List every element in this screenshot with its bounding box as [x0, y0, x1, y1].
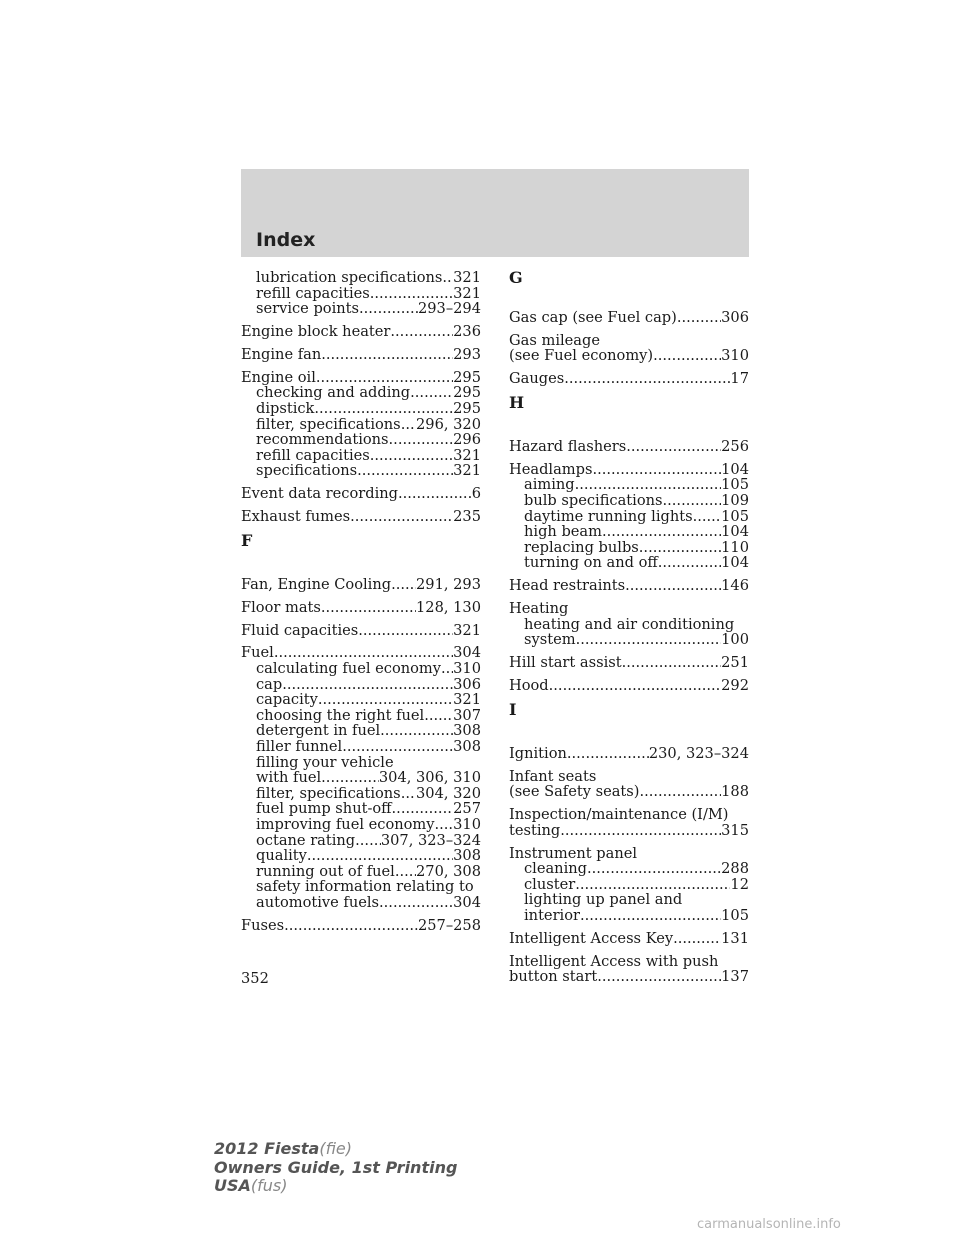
dot-leader: [355, 833, 381, 849]
page-title: Index: [256, 229, 316, 251]
entry-text: Heating: [509, 601, 569, 617]
dot-leader: [274, 645, 453, 661]
index-subentry-line: [509, 632, 749, 648]
dot-leader: [549, 678, 721, 694]
entry-page-ref: 310: [453, 817, 481, 833]
index-subentry-line: [241, 786, 481, 802]
entry-text: Engine fan: [241, 346, 322, 363]
index-subentry-line: [241, 739, 481, 755]
entry-page-ref: 304: [453, 645, 481, 662]
index-entry-line: [509, 462, 749, 478]
index-letter-heading: G: [509, 268, 523, 287]
entry-page-ref: 293–294: [417, 301, 481, 317]
index-entry-line: [241, 600, 481, 616]
entry-page-ref: 321: [453, 692, 481, 708]
index-entry: [241, 645, 481, 910]
dot-leader: [567, 746, 649, 762]
footer-market: USA: [214, 1176, 251, 1195]
dot-leader: [410, 385, 453, 401]
index-entry-line: [509, 439, 749, 455]
dot-leader: [370, 286, 453, 302]
entry-text: replacing bulbs: [524, 539, 639, 556]
index-subentry-line: [509, 540, 749, 556]
index-entry-line: [241, 347, 481, 363]
index-entry: [509, 655, 749, 671]
index-column-right: [509, 270, 749, 992]
index-subentry-line: [241, 708, 481, 724]
entry-page-ref: 270, 308: [416, 863, 481, 880]
dot-leader: [626, 439, 721, 455]
entry-text: capacity: [256, 692, 318, 708]
index-entry-line: [509, 678, 749, 694]
index-entry: [509, 678, 749, 694]
entry-text: automotive fuels: [256, 894, 380, 911]
index-entry: [241, 509, 481, 525]
entry-text: Event data recording: [241, 486, 398, 502]
index-subentry-line: [509, 877, 749, 893]
entry-page-ref: 295: [453, 385, 481, 402]
dot-leader: [693, 509, 722, 525]
index-entry: [241, 270, 481, 317]
entry-page-ref: 296: [453, 432, 481, 448]
entry-text: lighting up panel and: [524, 892, 683, 908]
entry-text: filter, specifications: [256, 785, 401, 802]
entry-text: Gas mileage: [509, 332, 600, 349]
entry-page-ref: 293: [453, 346, 481, 363]
index-subentry-line: [509, 555, 749, 571]
entry-page-ref: 308: [453, 848, 481, 864]
index-entry-line: [241, 370, 481, 386]
entry-page-ref: 308: [453, 739, 481, 755]
index-subentry-line: [509, 908, 749, 924]
entry-text: Instrument panel: [509, 845, 638, 862]
entry-page-ref: 6: [471, 486, 481, 502]
footer-line-market: [214, 1177, 457, 1196]
dot-leader: [653, 348, 721, 364]
index-subentry-line: [241, 833, 481, 849]
entry-page-ref: 257–258: [417, 917, 481, 934]
entry-text: Gauges: [509, 371, 565, 387]
index-entry: [509, 371, 749, 387]
entry-text: safety information relating to: [256, 879, 474, 895]
dot-leader: [359, 301, 418, 317]
entry-text: filling your vehicle: [256, 754, 394, 771]
entry-text: refill capacities: [256, 285, 370, 302]
entry-text: Floor mats: [241, 599, 321, 616]
entry-text: cleaning: [524, 861, 587, 877]
index-subentry-line: [241, 286, 481, 302]
index-entry: [509, 807, 749, 838]
index-entry-line: [509, 769, 749, 785]
entry-text: Engine oil: [241, 369, 316, 386]
entry-text: refill capacities: [256, 447, 370, 464]
entry-page-ref: 304: [453, 894, 481, 911]
entry-text: Hood: [509, 678, 549, 694]
dot-leader: [350, 509, 453, 525]
dot-leader: [575, 877, 730, 893]
index-entry: [241, 370, 481, 479]
dot-leader: [390, 324, 453, 340]
index-subentry-line: [241, 417, 481, 433]
dot-leader: [622, 655, 722, 671]
entry-page-ref: 137: [721, 969, 749, 985]
index-letter-heading: F: [241, 530, 253, 550]
index-entry-line: [509, 969, 749, 985]
dot-leader: [314, 401, 453, 417]
index-entry-line: [241, 645, 481, 661]
entry-page-ref: 291, 293: [416, 576, 481, 593]
index-entry: [241, 600, 481, 616]
index-subentry-line: [241, 879, 481, 895]
index-subentry-line: [241, 848, 481, 864]
entry-text: service points: [256, 301, 360, 317]
dot-leader: [677, 310, 721, 326]
entry-text: (see Fuel economy): [509, 348, 654, 365]
dot-leader: [580, 908, 721, 924]
entry-text: aiming: [524, 477, 575, 494]
entry-page-ref: 306: [453, 676, 481, 693]
index-entry-line: [509, 846, 749, 862]
dot-leader: [424, 708, 453, 724]
index-entry: [509, 846, 749, 924]
dot-leader: [441, 661, 453, 677]
index-subentry-line: [241, 755, 481, 771]
index-entry: [241, 324, 481, 340]
index-subentry-line: [509, 524, 749, 540]
entry-page-ref: 304, 306, 310: [378, 770, 481, 786]
entry-text: fuel pump shut-off: [256, 801, 392, 817]
entry-text: heating and air conditioning: [524, 616, 735, 633]
index-entry: [241, 486, 481, 502]
dot-leader: [318, 692, 453, 708]
index-entry-line: [509, 310, 749, 326]
dot-leader: [284, 918, 418, 934]
entry-text: testing: [509, 822, 561, 839]
entry-page-ref: 310: [721, 348, 749, 365]
index-entry-line: [509, 348, 749, 364]
entry-page-ref: 310: [453, 661, 481, 677]
entry-text: interior: [524, 908, 580, 924]
dot-leader: [597, 969, 721, 985]
entry-page-ref: 104: [721, 461, 749, 478]
index-entry-line: [509, 655, 749, 671]
dot-leader: [321, 347, 453, 363]
entry-text: recommendations: [256, 432, 389, 448]
entry-page-ref: 17: [730, 371, 749, 387]
entry-text: Intelligent Access Key: [509, 930, 674, 947]
index-entry-line: [509, 578, 749, 594]
index-subentry-line: [241, 401, 481, 417]
page-number: 352: [241, 970, 269, 987]
entry-page-ref: 306: [721, 310, 749, 326]
entry-page-ref: 307, 323–324: [380, 832, 481, 849]
dot-leader: [401, 786, 416, 802]
entry-page-ref: 315: [721, 822, 749, 839]
entry-page-ref: 110: [721, 539, 749, 556]
index-subentry-line: [241, 661, 481, 677]
footer-line-guide: Owners Guide, 1st Printing: [214, 1157, 458, 1177]
index-entry-line: [509, 931, 749, 947]
dot-leader: [395, 864, 416, 880]
index-entry-line: [509, 371, 749, 387]
entry-page-ref: 307: [453, 707, 481, 724]
watermark: carmanualsonline.info: [697, 1217, 841, 1232]
entry-page-ref: 257: [453, 801, 481, 817]
dot-leader: [602, 524, 721, 540]
entry-text: Exhaust fumes: [241, 509, 351, 525]
index-subentry-line: [241, 463, 481, 479]
index-subentry-line: [241, 770, 481, 786]
entry-text: Fuel: [241, 645, 274, 662]
entry-page-ref: 105: [721, 477, 749, 494]
index-subentry-line: [241, 817, 481, 833]
index-entry-line: [509, 954, 749, 970]
dot-leader: [342, 739, 453, 755]
index-entry-line: [509, 601, 749, 617]
index-entry-line: [241, 509, 481, 525]
index-column-left: [241, 270, 481, 941]
dot-leader: [435, 817, 454, 833]
dot-leader: [389, 432, 454, 448]
dot-leader: [391, 577, 416, 593]
index-entry: [509, 954, 749, 985]
entry-text: Head restraints: [509, 578, 626, 594]
entry-page-ref: 230, 323–324: [648, 745, 749, 762]
index-entry-line: [509, 333, 749, 349]
entry-text: system: [524, 632, 576, 648]
dot-leader: [398, 486, 472, 502]
entry-page-ref: 321: [453, 285, 481, 302]
index-entry-line: [509, 784, 749, 800]
footer-model-code: (fie): [319, 1139, 353, 1158]
index-entry: [509, 462, 749, 571]
entry-text: Inspection/maintenance (I/M): [509, 807, 729, 823]
entry-text: Gas cap (see Fuel cap): [509, 310, 677, 326]
entry-page-ref: 304, 320: [416, 785, 481, 802]
index-entry-line: [509, 807, 749, 823]
dot-leader: [358, 623, 453, 639]
index-subentry-line: [509, 861, 749, 877]
entry-text: cluster: [524, 876, 576, 893]
index-entry-line: [241, 623, 481, 639]
entry-page-ref: 146: [721, 578, 749, 594]
entry-text: octane rating: [256, 832, 356, 849]
index-subentry-line: [241, 801, 481, 817]
dot-leader: [380, 723, 453, 739]
index-entry: [509, 439, 749, 455]
index-subentry-line: [241, 270, 481, 286]
entry-text: Headlamps: [509, 461, 593, 478]
index-entry: [509, 333, 749, 364]
index-subentry-line: [241, 385, 481, 401]
dot-leader: [673, 931, 721, 947]
entry-page-ref: 128, 130: [416, 599, 481, 616]
entry-text: Infant seats: [509, 768, 597, 785]
dot-leader: [321, 600, 416, 616]
dot-leader: [442, 270, 453, 286]
entry-page-ref: 235: [453, 509, 481, 525]
entry-page-ref: 12: [730, 876, 749, 893]
index-subentry-line: [241, 301, 481, 317]
entry-text: Hazard flashers: [509, 438, 627, 455]
entry-text: filler funnel: [256, 739, 343, 755]
dot-leader: [316, 370, 453, 386]
entry-text: filter, specifications: [256, 416, 401, 433]
entry-page-ref: 321: [453, 622, 481, 639]
entry-text: quality: [256, 848, 307, 864]
dot-leader: [401, 417, 416, 433]
entry-page-ref: 104: [721, 524, 749, 540]
entry-page-ref: 256: [721, 438, 749, 455]
entry-text: Fan, Engine Cooling: [241, 576, 392, 593]
index-subentry-line: [509, 617, 749, 633]
entry-page-ref: 131: [721, 930, 749, 947]
entry-text: specifications: [256, 463, 358, 480]
entry-text: Hill start assist: [509, 655, 622, 671]
footer-model: 2012 Fiesta: [214, 1139, 320, 1158]
entry-text: dipstick: [256, 401, 315, 417]
index-entry-line: [509, 746, 749, 762]
index-entry: [241, 577, 481, 593]
entry-text: with fuel: [256, 770, 322, 786]
entry-text: Engine block heater: [241, 324, 391, 340]
index-entry: [509, 601, 749, 648]
index-entry: [509, 310, 749, 326]
entry-page-ref: 292: [721, 678, 749, 694]
index-subentry-line: [241, 723, 481, 739]
entry-text: calculating fuel economy: [256, 661, 442, 677]
index-subentry-line: [241, 864, 481, 880]
dot-leader: [587, 861, 721, 877]
index-subentry-line: [241, 432, 481, 448]
dot-leader: [370, 448, 453, 464]
entry-page-ref: 105: [721, 908, 749, 924]
index-subentry-line: [509, 493, 749, 509]
dot-leader: [392, 801, 454, 817]
dot-leader: [663, 493, 722, 509]
entry-text: improving fuel economy: [256, 817, 435, 833]
entry-page-ref: 296, 320: [416, 416, 481, 433]
entry-text: button start: [509, 969, 598, 985]
dot-leader: [307, 848, 453, 864]
index-entry: [241, 347, 481, 363]
index-entry: [509, 769, 749, 800]
entry-page-ref: 321: [453, 447, 481, 464]
entry-page-ref: 321: [453, 463, 481, 480]
footer-market-code: (fus): [250, 1176, 288, 1195]
entry-page-ref: 188: [721, 784, 749, 800]
dot-leader: [564, 371, 730, 387]
index-entry-line: [241, 324, 481, 340]
dot-leader: [639, 784, 721, 800]
dot-leader: [639, 540, 721, 556]
index-entry-line: [241, 577, 481, 593]
entry-page-ref: 321: [453, 270, 481, 286]
entry-page-ref: 105: [721, 508, 749, 525]
index-entry: [509, 931, 749, 947]
dot-leader: [658, 555, 721, 571]
index-subentry-line: [241, 448, 481, 464]
dot-leader: [576, 632, 722, 648]
entry-page-ref: 288: [721, 861, 749, 877]
entry-text: Intelligent Access with push: [509, 953, 719, 970]
entry-text: bulb specifications: [524, 493, 663, 509]
dot-leader: [575, 477, 722, 493]
index-entry: [241, 918, 481, 934]
index-subentry-line: [509, 477, 749, 493]
index-subentry-line: [241, 895, 481, 911]
dot-leader: [592, 462, 721, 478]
entry-page-ref: 295: [453, 401, 481, 417]
entry-text: (see Safety seats): [509, 784, 640, 800]
dot-leader: [357, 463, 453, 479]
entry-text: Ignition: [509, 745, 567, 762]
index-entry-line: [241, 486, 481, 502]
footer-line-model: [214, 1140, 457, 1159]
index-letter-heading: H: [509, 392, 525, 412]
index-subentry-line: [509, 509, 749, 525]
entry-text: checking and adding: [256, 385, 411, 402]
dot-leader: [625, 578, 721, 594]
index-entry-line: [509, 823, 749, 839]
index-entry-line: [241, 918, 481, 934]
index-letter-heading: I: [509, 699, 517, 719]
index-entry: [509, 746, 749, 762]
entry-text: high beam: [524, 524, 602, 540]
entry-page-ref: 109: [721, 493, 749, 509]
entry-text: Fluid capacities: [241, 622, 359, 639]
entry-text: lubrication specifications: [256, 270, 443, 286]
dot-leader: [379, 895, 453, 911]
entry-page-ref: 236: [453, 324, 481, 340]
entry-text: cap: [256, 676, 283, 693]
index-subentry-line: [241, 692, 481, 708]
header-band: [241, 169, 749, 257]
dot-leader: [321, 770, 379, 786]
index-entry: [241, 623, 481, 639]
entry-page-ref: 104: [721, 555, 749, 572]
dot-leader: [560, 823, 721, 839]
entry-page-ref: 100: [721, 632, 749, 648]
entry-text: daytime running lights: [524, 508, 693, 525]
index-subentry-line: [241, 677, 481, 693]
entry-text: choosing the right fuel: [256, 707, 425, 724]
entry-text: running out of fuel: [256, 863, 395, 880]
index-subentry-line: [509, 892, 749, 908]
footer-imprint: [214, 1140, 457, 1196]
entry-text: Fuses: [241, 917, 285, 934]
entry-page-ref: 295: [453, 369, 481, 386]
entry-page-ref: 308: [453, 723, 481, 740]
index-entry: [509, 578, 749, 594]
entry-text: detergent in fuel: [256, 723, 381, 740]
entry-page-ref: 251: [721, 655, 749, 671]
dot-leader: [282, 677, 453, 693]
entry-text: turning on and off: [524, 555, 658, 572]
